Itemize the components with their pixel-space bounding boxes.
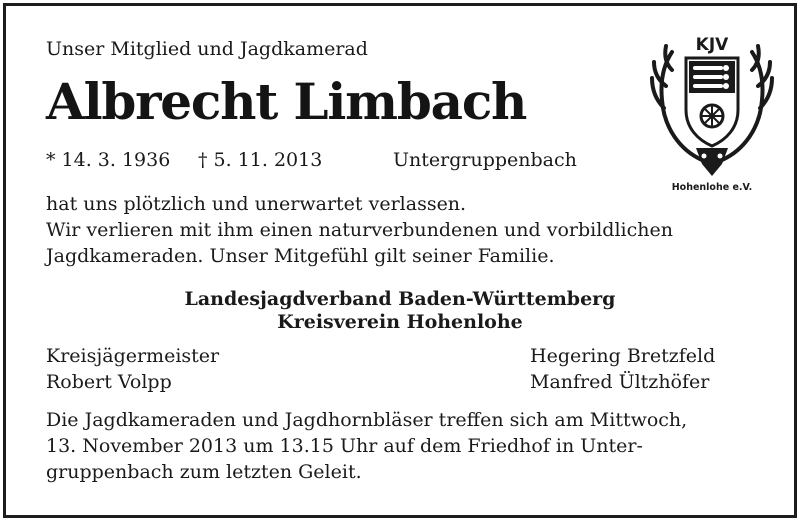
birth-date: * 14. 3. 1936 xyxy=(46,149,171,171)
obituary-notice xyxy=(3,3,797,518)
message-line-2: Wir verlieren mit ihm einen naturverbundenen und vorbildlichen xyxy=(46,219,673,241)
intro-line: Unser Mitglied und Jagdkamerad xyxy=(46,38,368,60)
signatory-right-title: Hegering Bretzfeld xyxy=(530,345,716,367)
signatory-right-name: Manfred Ültzhöfer xyxy=(530,371,710,393)
signatory-left-name: Robert Volpp xyxy=(46,371,172,393)
funeral-line-1: Die Jagdkameraden und Jagdhornbläser treffen sich am Mittwoch, xyxy=(46,409,688,431)
organization-name: Landesjagdverband Baden-Württemberg xyxy=(184,288,616,310)
message-line-3: Jagdkameraden. Unser Mitgefühl gilt seiner Familie. xyxy=(46,245,555,267)
organization-subdivision: Kreisverein Hohenlohe xyxy=(277,311,523,333)
kjv-logo xyxy=(646,30,778,200)
logo-caption: Hohenlohe e.V. xyxy=(671,182,753,193)
funeral-line-3: gruppenbach zum letzten Geleit. xyxy=(46,461,362,483)
death-date: † 5. 11. 2013 xyxy=(198,149,323,171)
logo-abbreviation: KJV xyxy=(695,35,729,55)
message-line-1: hat uns plötzlich und unerwartet verlassen. xyxy=(46,193,467,215)
deer-antler-crest-icon xyxy=(646,30,778,182)
funeral-line-2: 13. November 2013 um 13.15 Uhr auf dem Friedhof in Unter- xyxy=(46,435,643,457)
signatory-left-title: Kreisjägermeister xyxy=(46,345,220,367)
hometown: Untergruppenbach xyxy=(393,149,577,171)
deceased-name: Albrecht Limbach xyxy=(46,72,527,131)
